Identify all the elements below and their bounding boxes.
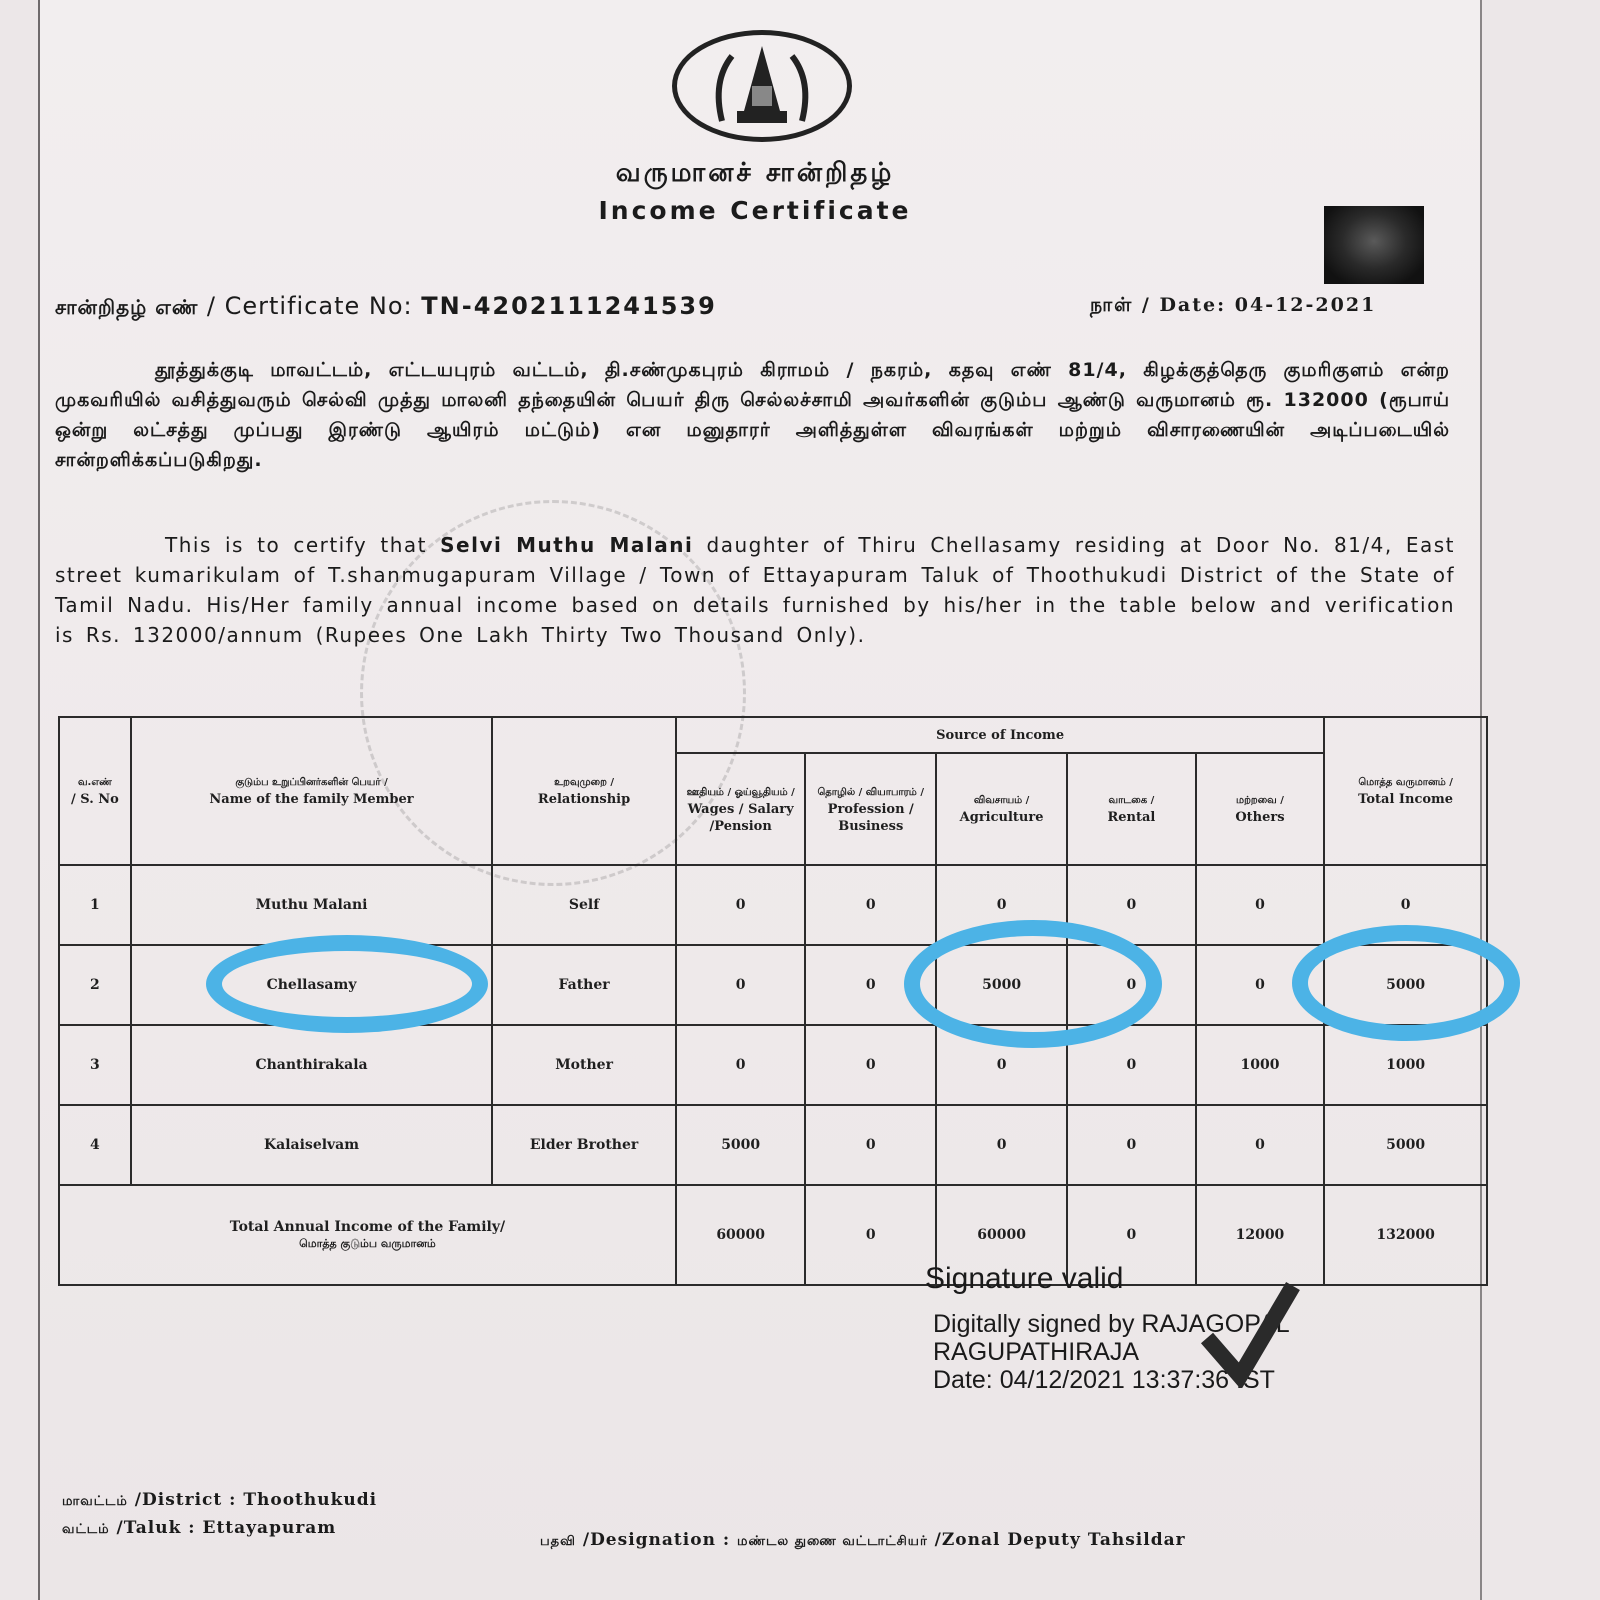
col-total-income: மொத்த வருமானம் / Total Income <box>1324 717 1487 865</box>
col-profession: தொழில் / வியாபாரம் / Profession / Business <box>805 753 936 865</box>
total-row: Total Annual Income of the Family/ மொத்த குடும்ப வருமானம் 60000 0 60000 0 12000 132000 <box>59 1185 1487 1285</box>
certificate-text-tamil: தூத்துக்குடி மாவட்டம், எட்டயபுரம் வட்டம், தி.சண்முகபுரம் கிராமம் / நகரம், கதவு எண் 81/4, கிழக்குத்தெரு குமரிகுளம் என்ற முகவரியில் வசித்துவரும் செல்வி முத்து மாலனி தந்தையின் பெயர் திரு செல்லச்சாமி அவர்களின் குடும்ப ஆண்டு வருமானம் ரூ. 132000 (ரூபாய் ஒன்று லட்சத்து முப்பது இரண்டு ஆயிரம் மட்டும்) என மனுதாரர் அளித்துள்ள விவரங்கள் மற்றும் விசாரணையின் அடிப்படையில் சான்றளிக்கப்படுகிறது. <box>55 359 1450 471</box>
certificate-label-tamil: சான்றிதழ் எண் <box>55 295 199 319</box>
certificate-number: TN-4202111241539 <box>421 292 717 320</box>
applicant-photo <box>1324 206 1424 284</box>
col-others: மற்றவை / Others <box>1196 753 1325 865</box>
col-wages: ஊதியம் / ஓய்வூதியம் / Wages / Salary /Pension <box>676 753 806 865</box>
col-name: குடும்ப உறுப்பினர்களின் பெயர் / Name of the family Member <box>131 717 492 865</box>
english-text-part1: This is to certify that <box>165 533 441 557</box>
certificate-label: / Certificate No: <box>206 292 413 320</box>
certificate-text-english <box>55 530 1455 650</box>
date-line <box>1090 294 1376 319</box>
footer-designation: பதவி /Designation : மண்டல துணை வட்டாட்சியர் /Zonal Deputy Tahsildar <box>540 1530 1186 1550</box>
date-label: / Date: <box>1141 294 1227 316</box>
table-row: 2 Chellasamy Father 0 0 5000 0 0 5000 <box>59 945 1487 1025</box>
income-table <box>58 716 1488 1286</box>
col-sno: வ.எண் / S. No <box>59 717 131 865</box>
certificate-number-line <box>55 292 717 322</box>
tamil-nadu-emblem-icon <box>672 30 852 142</box>
col-agriculture: விவசாயம் / Agriculture <box>936 753 1067 865</box>
english-text-part2: daughter of Thiru Chellasamy residing at Door No. 81/4, East street kumarikulam of T.shanmugapuram Village / Town of Ettayapuram Taluk of Thoothukudi District of the State of Tamil Nadu. His/Her family annual income based on details furnished by his/her in the table below and verification is Rs. 132000/annum (Rupees One Lakh Thirty Two Thousand Only). <box>55 533 1455 647</box>
col-rental: வாடகை / Rental <box>1067 753 1196 865</box>
certificate-date: 04-12-2021 <box>1234 294 1377 316</box>
total-label: Total Annual Income of the Family/ மொத்த குடும்ப வருமானம் <box>59 1185 676 1285</box>
date-label-tamil: நாள் <box>1090 294 1134 316</box>
col-relationship: உறவுமுறை / Relationship <box>492 717 676 865</box>
signature-valid-check-icon <box>1195 1278 1305 1388</box>
table-header-row <box>59 717 1487 753</box>
table-row: 4 Kalaiselvam Elder Brother 5000 0 0 0 0 5000 <box>59 1105 1487 1185</box>
signature-status: Signature valid <box>925 1262 1124 1295</box>
title-tamil: வருமானச் சான்றிதழ் <box>615 158 895 188</box>
table-row: 1 Muthu Malani Self 0 0 0 0 0 0 <box>59 865 1487 945</box>
applicant-name: Selvi Muthu Malani <box>440 533 694 557</box>
title-english: Income Certificate <box>598 196 912 225</box>
footer-taluk: வட்டம் /Taluk : Ettayapuram <box>62 1518 337 1538</box>
signature-details: Digitally signed by RAJAGOPAL RAGUPATHIRAJA Date: 04/12/2021 13:37:36 IST <box>933 1310 1290 1394</box>
col-source-of-income: Source of Income <box>676 717 1324 753</box>
table-row: 3 Chanthirakala Mother 0 0 0 0 1000 1000 <box>59 1025 1487 1105</box>
footer-district: மாவட்டம் /District : Thoothukudi <box>62 1490 378 1510</box>
